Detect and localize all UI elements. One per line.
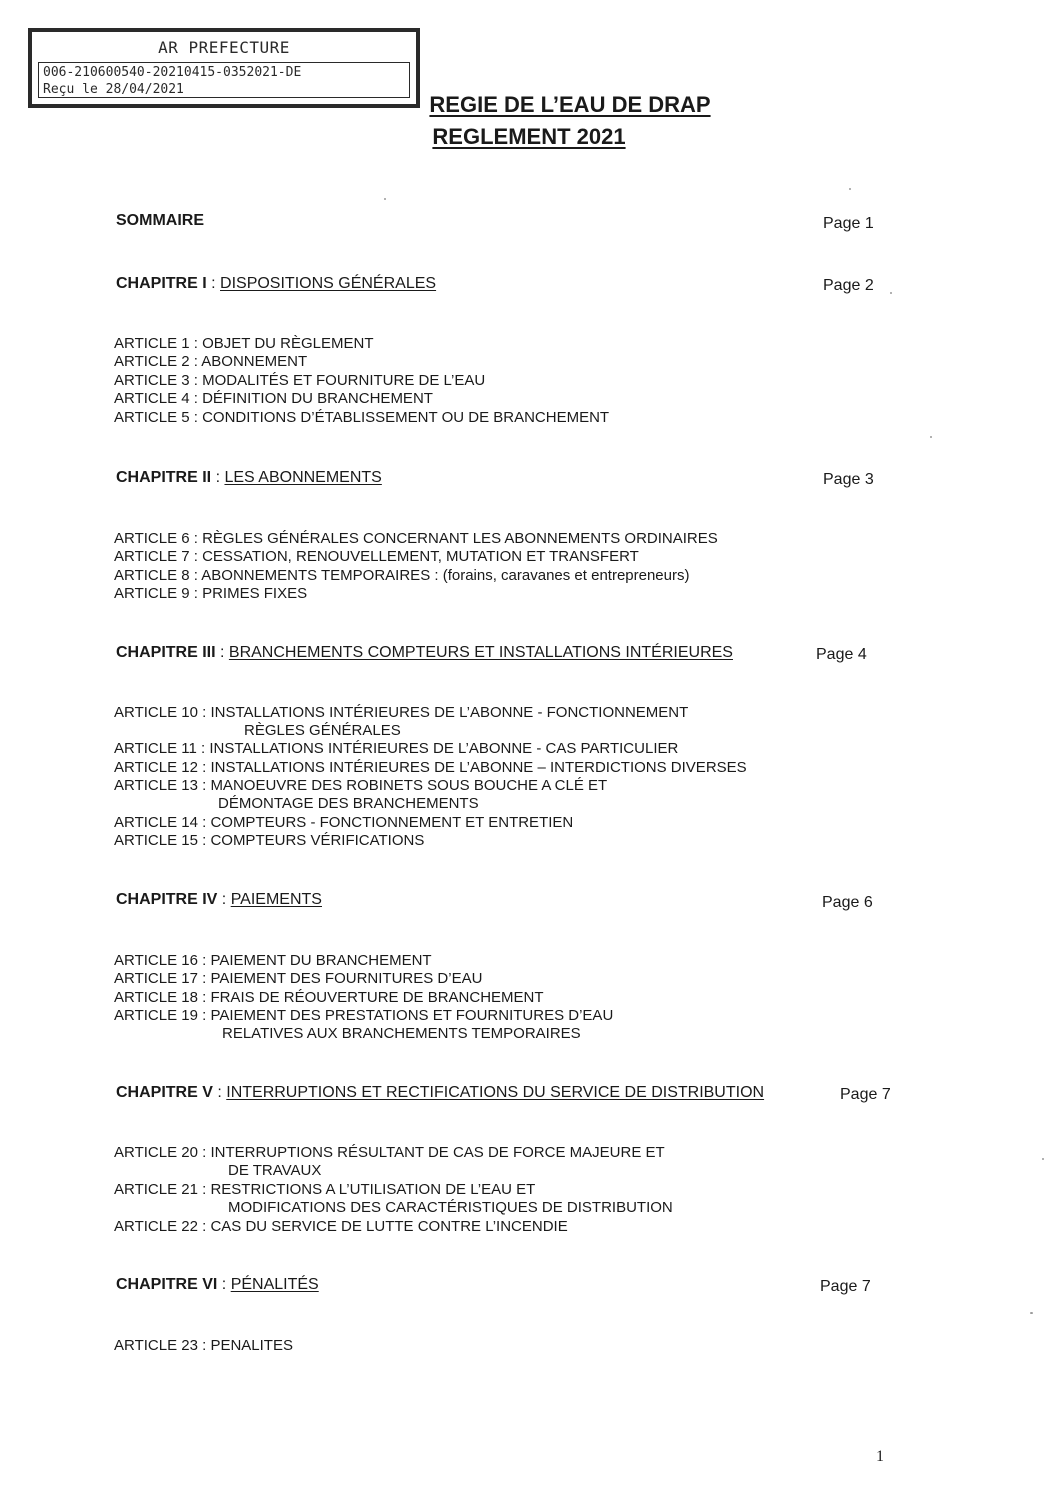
article-entry: ARTICLE 10 : INSTALLATIONS INTÉRIEURES DE L’ABONNE - FONCTIONNEMENT RÈGLES GÉNÉRALES: [114, 704, 689, 739]
chapter-topic: DISPOSITIONS GÉNÉRALES: [220, 275, 437, 292]
chapter-page-ref: Page 2: [823, 277, 874, 294]
stamp-reference: 006-210600540-20210415-0352021-DE: [43, 65, 302, 80]
chapter-topic: INTERRUPTIONS ET RECTIFICATIONS DU SERVICE DE DISTRIBUTION: [226, 1084, 765, 1101]
sommaire-heading: [116, 212, 204, 230]
article-entry: ARTICLE 19 : PAIEMENT DES PRESTATIONS ET FOURNITURES D’EAU RELATIVES AUX BRANCHEMENTS TEMPORAIRES: [114, 1007, 614, 1042]
article-entry: ARTICLE 2 : ABONNEMENT: [114, 353, 308, 370]
chapter-heading: CHAPITRE V : INTERRUPTIONS ET RECTIFICATIONS DU SERVICE DE DISTRIBUTION: [116, 1084, 765, 1101]
article-entry: ARTICLE 9 : PRIMES FIXES: [114, 585, 308, 602]
chapter-page-ref: Page 3: [823, 471, 874, 488]
article-entry: ARTICLE 22 : CAS DU SERVICE DE LUTTE CONTRE L’INCENDIE: [114, 1218, 568, 1235]
scan-speck: [930, 436, 932, 438]
article-entry: ARTICLE 21 : RESTRICTIONS A L’UTILISATION DE L’EAU ET MODIFICATIONS DES CARACTÉRISTIQUES DE DISTRIBUTION: [114, 1181, 673, 1216]
article-entry: ARTICLE 11 : INSTALLATIONS INTÉRIEURES DE L’ABONNE - CAS PARTICULIER: [114, 740, 679, 757]
article-entry: ARTICLE 13 : MANOEUVRE DES ROBINETS SOUS BOUCHE A CLÉ ET DÉMONTAGE DES BRANCHEMENTS: [114, 777, 608, 812]
article-entry: ARTICLE 4 : DÉFINITION DU BRANCHEMENT: [114, 390, 433, 407]
scan-speck: [384, 198, 386, 200]
chapter-heading: CHAPITRE II : LES ABONNEMENTS: [116, 469, 382, 486]
chapter-page-ref: Page 6: [822, 894, 873, 911]
article-entry: ARTICLE 16 : PAIEMENT DU BRANCHEMENT: [114, 952, 432, 969]
article-entry: ARTICLE 12 : INSTALLATIONS INTÉRIEURES DE L’ABONNE – INTERDICTIONS DIVERSES: [114, 759, 747, 776]
stamp-received-date: Reçu le 28/04/2021: [43, 82, 184, 97]
chapter-page-ref: Page 7: [820, 1278, 871, 1295]
chapter-topic: LES ABONNEMENTS: [224, 469, 382, 486]
article-entry: ARTICLE 6 : RÈGLES GÉNÉRALES CONCERNANT LES ABONNEMENTS ORDINAIRES: [114, 530, 718, 547]
article-entry: ARTICLE 7 : CESSATION, RENOUVELLEMENT, MUTATION ET TRANSFERT: [114, 548, 639, 565]
scan-speck: [1030, 1312, 1033, 1314]
article-entry: ARTICLE 1 : OBJET DU RÈGLEMENT: [114, 335, 374, 352]
article-entry: ARTICLE 23 : PENALITES: [114, 1337, 293, 1354]
scan-speck: [1042, 1158, 1044, 1160]
stamp-title: AR PREFECTURE: [158, 38, 290, 57]
chapter-heading: CHAPITRE I : DISPOSITIONS GÉNÉRALES: [116, 275, 437, 292]
chapter-page-ref: Page 4: [816, 646, 867, 663]
chapter-page-ref: Page 7: [840, 1086, 891, 1103]
scan-speck: [890, 292, 892, 294]
chapter-topic: BRANCHEMENTS COMPTEURS ET INSTALLATIONS INTÉRIEURES: [228, 644, 733, 661]
chapter-topic: PAIEMENTS: [230, 891, 322, 908]
article-entry: ARTICLE 15 : COMPTEURS VÉRIFICATIONS: [114, 832, 425, 849]
sommaire-label: SOMMAIRE: [116, 212, 204, 229]
chapter-heading: CHAPITRE VI : PÉNALITÉS: [116, 1276, 319, 1293]
chapter-heading: CHAPITRE IV : PAIEMENTS: [116, 891, 322, 908]
chapter-heading: CHAPITRE III : BRANCHEMENTS COMPTEURS ET INSTALLATIONS INTÉRIEURES: [116, 644, 733, 661]
article-entry: ARTICLE 17 : PAIEMENT DES FOURNITURES D’EAU: [114, 970, 483, 987]
sommaire-page-ref: Page 1: [823, 215, 874, 232]
page-number: 1: [876, 1448, 884, 1465]
article-entry: ARTICLE 18 : FRAIS DE RÉOUVERTURE DE BRANCHEMENT: [114, 989, 544, 1006]
article-entry: ARTICLE 8 : ABONNEMENTS TEMPORAIRES : (forains, caravanes et entrepreneurs): [114, 567, 690, 584]
article-entry: ARTICLE 20 : INTERRUPTIONS RÉSULTANT DE CAS DE FORCE MAJEURE ET DE TRAVAUX: [114, 1144, 665, 1179]
document-title: REGIE DE L’EAU DE DRAP: [429, 92, 711, 117]
scan-speck: [849, 188, 851, 190]
article-entry: ARTICLE 3 : MODALITÉS ET FOURNITURE DE L’EAU: [114, 372, 486, 389]
document-subtitle: REGLEMENT 2021: [432, 124, 626, 149]
article-entry: ARTICLE 5 : CONDITIONS D’ÉTABLISSEMENT OU DE BRANCHEMENT: [114, 409, 610, 426]
article-entry: ARTICLE 14 : COMPTEURS - FONCTIONNEMENT ET ENTRETIEN: [114, 814, 574, 831]
chapter-topic: PÉNALITÉS: [230, 1276, 319, 1293]
